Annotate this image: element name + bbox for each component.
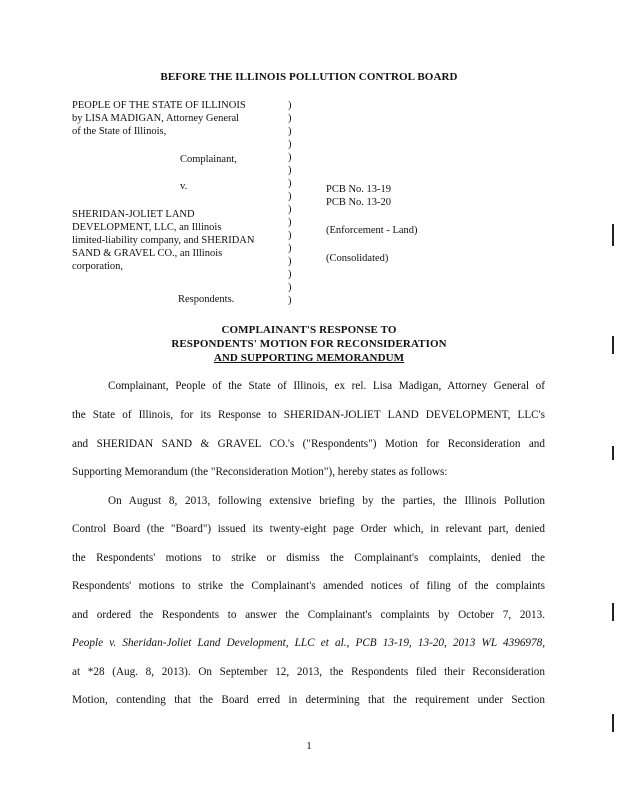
para1-line-3: and SHERIDAN SAND & GRAVEL CO.'s ("Respondents") Motion for Reconsideration and [72, 438, 545, 450]
para2-line-8: Motion, contending that the Board erred in determining that the requirement under Section [72, 694, 545, 706]
scan-mark [612, 714, 614, 732]
caption-respondent-line-5: corporation, [72, 261, 124, 272]
caption-paren: ) [288, 204, 292, 215]
caption-plaintiff-line-1: PEOPLE OF THE STATE OF ILLINOIS [72, 100, 246, 111]
case-number-1: PCB No. 13-19 [326, 184, 392, 195]
scan-mark [612, 446, 614, 460]
para1-line-4: Supporting Memorandum (the "Reconsideration Motion"), hereby states as follows: [72, 466, 448, 478]
caption-paren: ) [288, 178, 292, 189]
doc-title-line-3-wrap [0, 352, 618, 364]
complainant-label: Complainant, [180, 154, 237, 165]
para2-line-2: Control Board (the "Board") issued its twenty-eight page Order which, in relevant part, denied [72, 523, 545, 535]
doc-title-line-1: COMPLAINANT'S RESPONSE TO [221, 324, 397, 336]
versus-label: v. [180, 181, 188, 192]
caption-paren: ) [288, 191, 292, 202]
para2-line-1: On August 8, 2013, following extensive briefing by the parties, the Illinois Pollution [108, 495, 545, 507]
board-heading: BEFORE THE ILLINOIS POLLUTION CONTROL BOARD [160, 71, 458, 83]
para2-line-5: and ordered the Respondents to answer the Complainant's complaints by October 7, 2013. [72, 609, 545, 621]
case-number-2: PCB No. 13-20 [326, 197, 392, 208]
caption-respondent-line-1: SHERIDAN-JOLIET LAND [72, 209, 195, 220]
caption-paren: ) [288, 113, 292, 124]
caption-paren: ) [288, 269, 292, 280]
caption-paren: ) [288, 152, 292, 163]
caption-plaintiff-line-2: by LISA MADIGAN, Attorney General [72, 113, 240, 124]
para2-line-4: Respondents' motions to strike the Complainant's amended notices of filing of the complaints [72, 580, 545, 592]
caption-plaintiff-line-3: of the State of Illinois, [72, 126, 167, 137]
caption-paren: ) [288, 165, 292, 176]
para1-line-2: the State of Illinois, for its Response to SHERIDAN-JOLIET LAND DEVELOPMENT, LLC's [72, 409, 545, 421]
para2-line-7: at *28 (Aug. 8, 2013). On September 12, 2013, the Respondents filed their Reconsideration [72, 666, 545, 678]
scan-mark [612, 336, 614, 354]
doc-title-line-2: RESPONDENTS' MOTION FOR RECONSIDERATION [171, 338, 447, 350]
caption-paren: ) [288, 295, 292, 306]
caption-paren: ) [288, 243, 292, 254]
caption-paren: ) [288, 100, 292, 111]
caption-respondent-line-3: limited-liability company, and SHERIDAN [72, 235, 255, 246]
para1-line-1: Complainant, People of the State of Illinois, ex rel. Lisa Madigan, Attorney General of [108, 380, 545, 392]
caption-paren: ) [288, 282, 292, 293]
caption-paren: ) [288, 217, 292, 228]
caption-respondent-line-2: DEVELOPMENT, LLC, an Illinois [72, 222, 222, 233]
para2-line-3: the Respondents' motions to strike or dismiss the Complainant's complaints, denied the [72, 552, 545, 564]
caption-paren: ) [288, 126, 292, 137]
respondents-label: Respondents. [178, 294, 235, 305]
caption-paren: ) [288, 139, 292, 150]
scan-mark [612, 603, 614, 621]
scan-mark [612, 224, 614, 246]
consolidated-label: (Consolidated) [326, 253, 389, 264]
caption-paren: ) [288, 256, 292, 267]
para2-line-6: People v. Sheridan-Joliet Land Development, LLC et al., PCB 13-19, 13-20, 2013 WL 4396978, [72, 637, 545, 649]
case-type: (Enforcement - Land) [326, 225, 418, 236]
caption-respondent-line-4: SAND & GRAVEL CO., an Illinois [72, 248, 223, 259]
caption-parenthesis-column [288, 99, 292, 307]
doc-title-line-3: AND SUPPORTING MEMORANDUM [213, 352, 405, 364]
page-number: 1 [306, 740, 312, 752]
caption-paren: ) [288, 230, 292, 241]
